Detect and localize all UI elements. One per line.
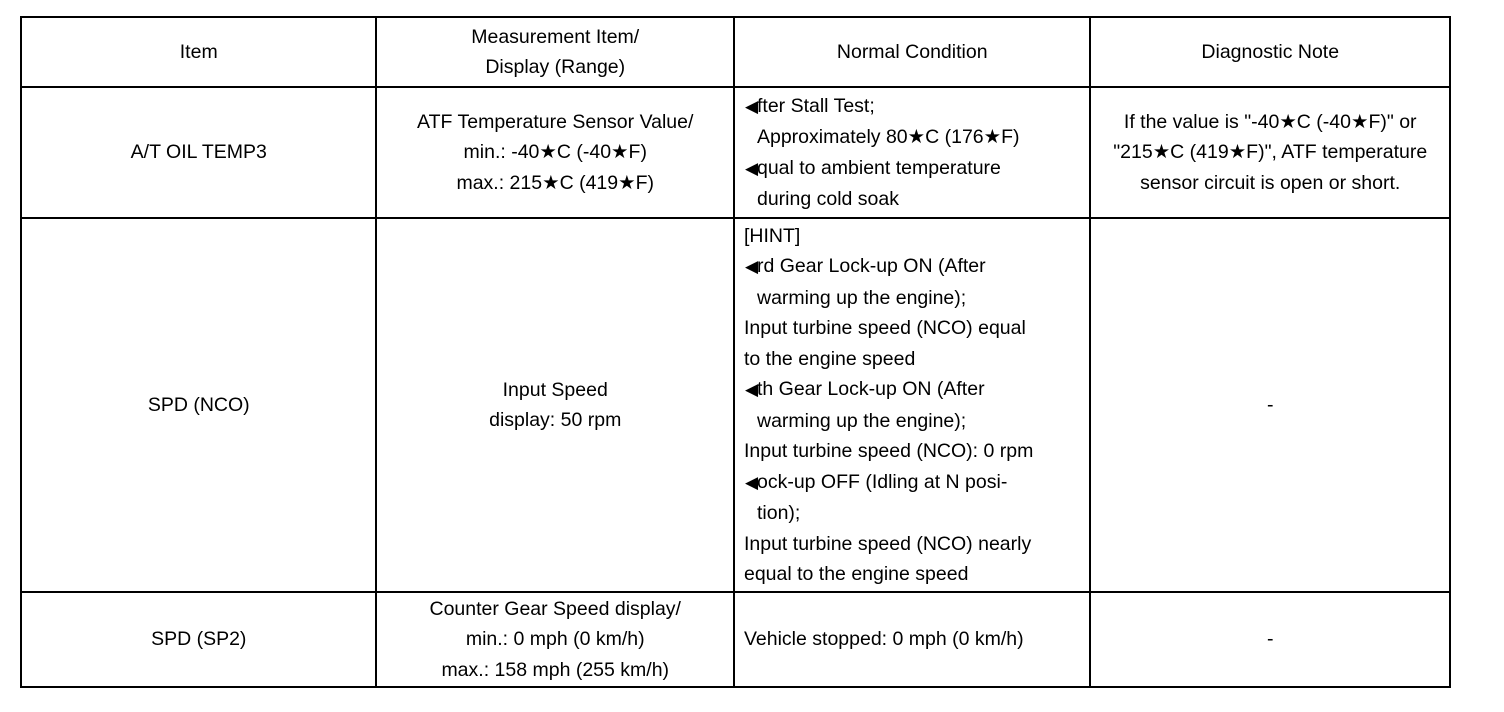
header-note-label: Diagnostic Note — [1201, 40, 1340, 63]
bullet-triangle-icon: ◀ — [744, 472, 759, 492]
bullet-line: ◀qual to ambient temperature — [744, 156, 1001, 179]
note-text: - — [1266, 393, 1274, 416]
measurement-line: display: 50 rpm — [489, 409, 622, 431]
diagnostic-note-cell — [1090, 592, 1450, 687]
bullet-continuation: Approximately 80★C (176★F) — [756, 126, 1020, 148]
note-text: - — [1266, 628, 1274, 651]
diagnostic-note-cell — [1090, 87, 1450, 218]
diagnostic-note-cell — [1090, 218, 1450, 592]
bullet-triangle-icon: ◀ — [744, 96, 759, 116]
bullet-line: ◀ock-up OFF (Idling at N posi- — [744, 470, 1008, 493]
bullet-continuation: tion); — [756, 502, 801, 524]
hint-label: [HINT] — [743, 224, 801, 247]
item-name: SPD (SP2) — [151, 628, 247, 651]
bullet-triangle-icon: ◀ — [744, 158, 759, 178]
measurement-cell — [376, 218, 734, 592]
table-row — [21, 218, 1450, 592]
header-row — [21, 17, 1450, 87]
bullet-line: ◀fter Stall Test; — [744, 94, 875, 117]
item-cell — [21, 87, 376, 218]
normal-condition-cell — [734, 218, 1090, 592]
table-row — [21, 87, 1450, 218]
table-row — [21, 592, 1450, 687]
note-line: sensor circuit is open or short. — [1140, 171, 1401, 194]
normal-condition-cell — [734, 87, 1090, 218]
condition-text: Input turbine speed (NCO) nearly — [743, 532, 1032, 555]
bullet-triangle-icon: ◀ — [744, 380, 759, 399]
condition-text: to the engine speed — [743, 347, 916, 370]
measurement-line: ATF Temperature Sensor Value/ — [417, 110, 694, 133]
item-name: SPD (NCO) — [147, 393, 250, 416]
bullet-line: ◀th Gear Lock-up ON (After — [744, 378, 985, 400]
measurement-line: min.: 0 mph (0 km/h) — [465, 628, 645, 651]
header-diagnostic-note — [1090, 17, 1450, 87]
normal-condition-cell — [734, 592, 1090, 687]
note-line: If the value is "-40★C (-40★F)" or — [1123, 110, 1417, 133]
header-item — [21, 17, 376, 87]
header-normal-condition — [734, 17, 1090, 87]
diagnostic-data-table — [20, 16, 1451, 688]
bullet-line: ◀rd Gear Lock-up ON (After — [744, 255, 986, 277]
bullet-triangle-icon: ◀ — [744, 257, 759, 276]
measurement-line: min.: -40★C (-40★F) — [463, 141, 647, 164]
measurement-line: Input Speed — [502, 378, 608, 401]
note-line: "215★C (419★F)", ATF temperature — [1113, 141, 1428, 164]
item-cell — [21, 218, 376, 592]
measurement-line: max.: 158 mph (255 km/h) — [441, 658, 670, 681]
bullet-continuation: during cold soak — [756, 188, 899, 210]
item-cell — [21, 592, 376, 687]
bullet-continuation: warming up the engine); — [756, 286, 967, 309]
condition-text: Input turbine speed (NCO) equal — [743, 317, 1026, 339]
measurement-line: Counter Gear Speed display/ — [429, 597, 681, 620]
item-name: A/T OIL TEMP3 — [130, 141, 267, 164]
header-normal-label: Normal Condition — [836, 40, 988, 63]
condition-text: Vehicle stopped: 0 mph (0 km/h) — [743, 628, 1024, 651]
header-measurement-line2: Display (Range) — [485, 56, 626, 78]
header-item-label: Item — [179, 40, 218, 63]
bullet-continuation: warming up the engine); — [756, 409, 967, 432]
condition-text: equal to the engine speed — [743, 563, 969, 585]
header-measurement — [376, 17, 734, 87]
condition-text: Input turbine speed (NCO): 0 rpm — [743, 440, 1034, 462]
header-measurement-line1: Measurement Item/ — [471, 25, 640, 48]
measurement-cell — [376, 87, 734, 218]
measurement-line: max.: 215★C (419★F) — [456, 171, 654, 194]
measurement-cell — [376, 592, 734, 687]
